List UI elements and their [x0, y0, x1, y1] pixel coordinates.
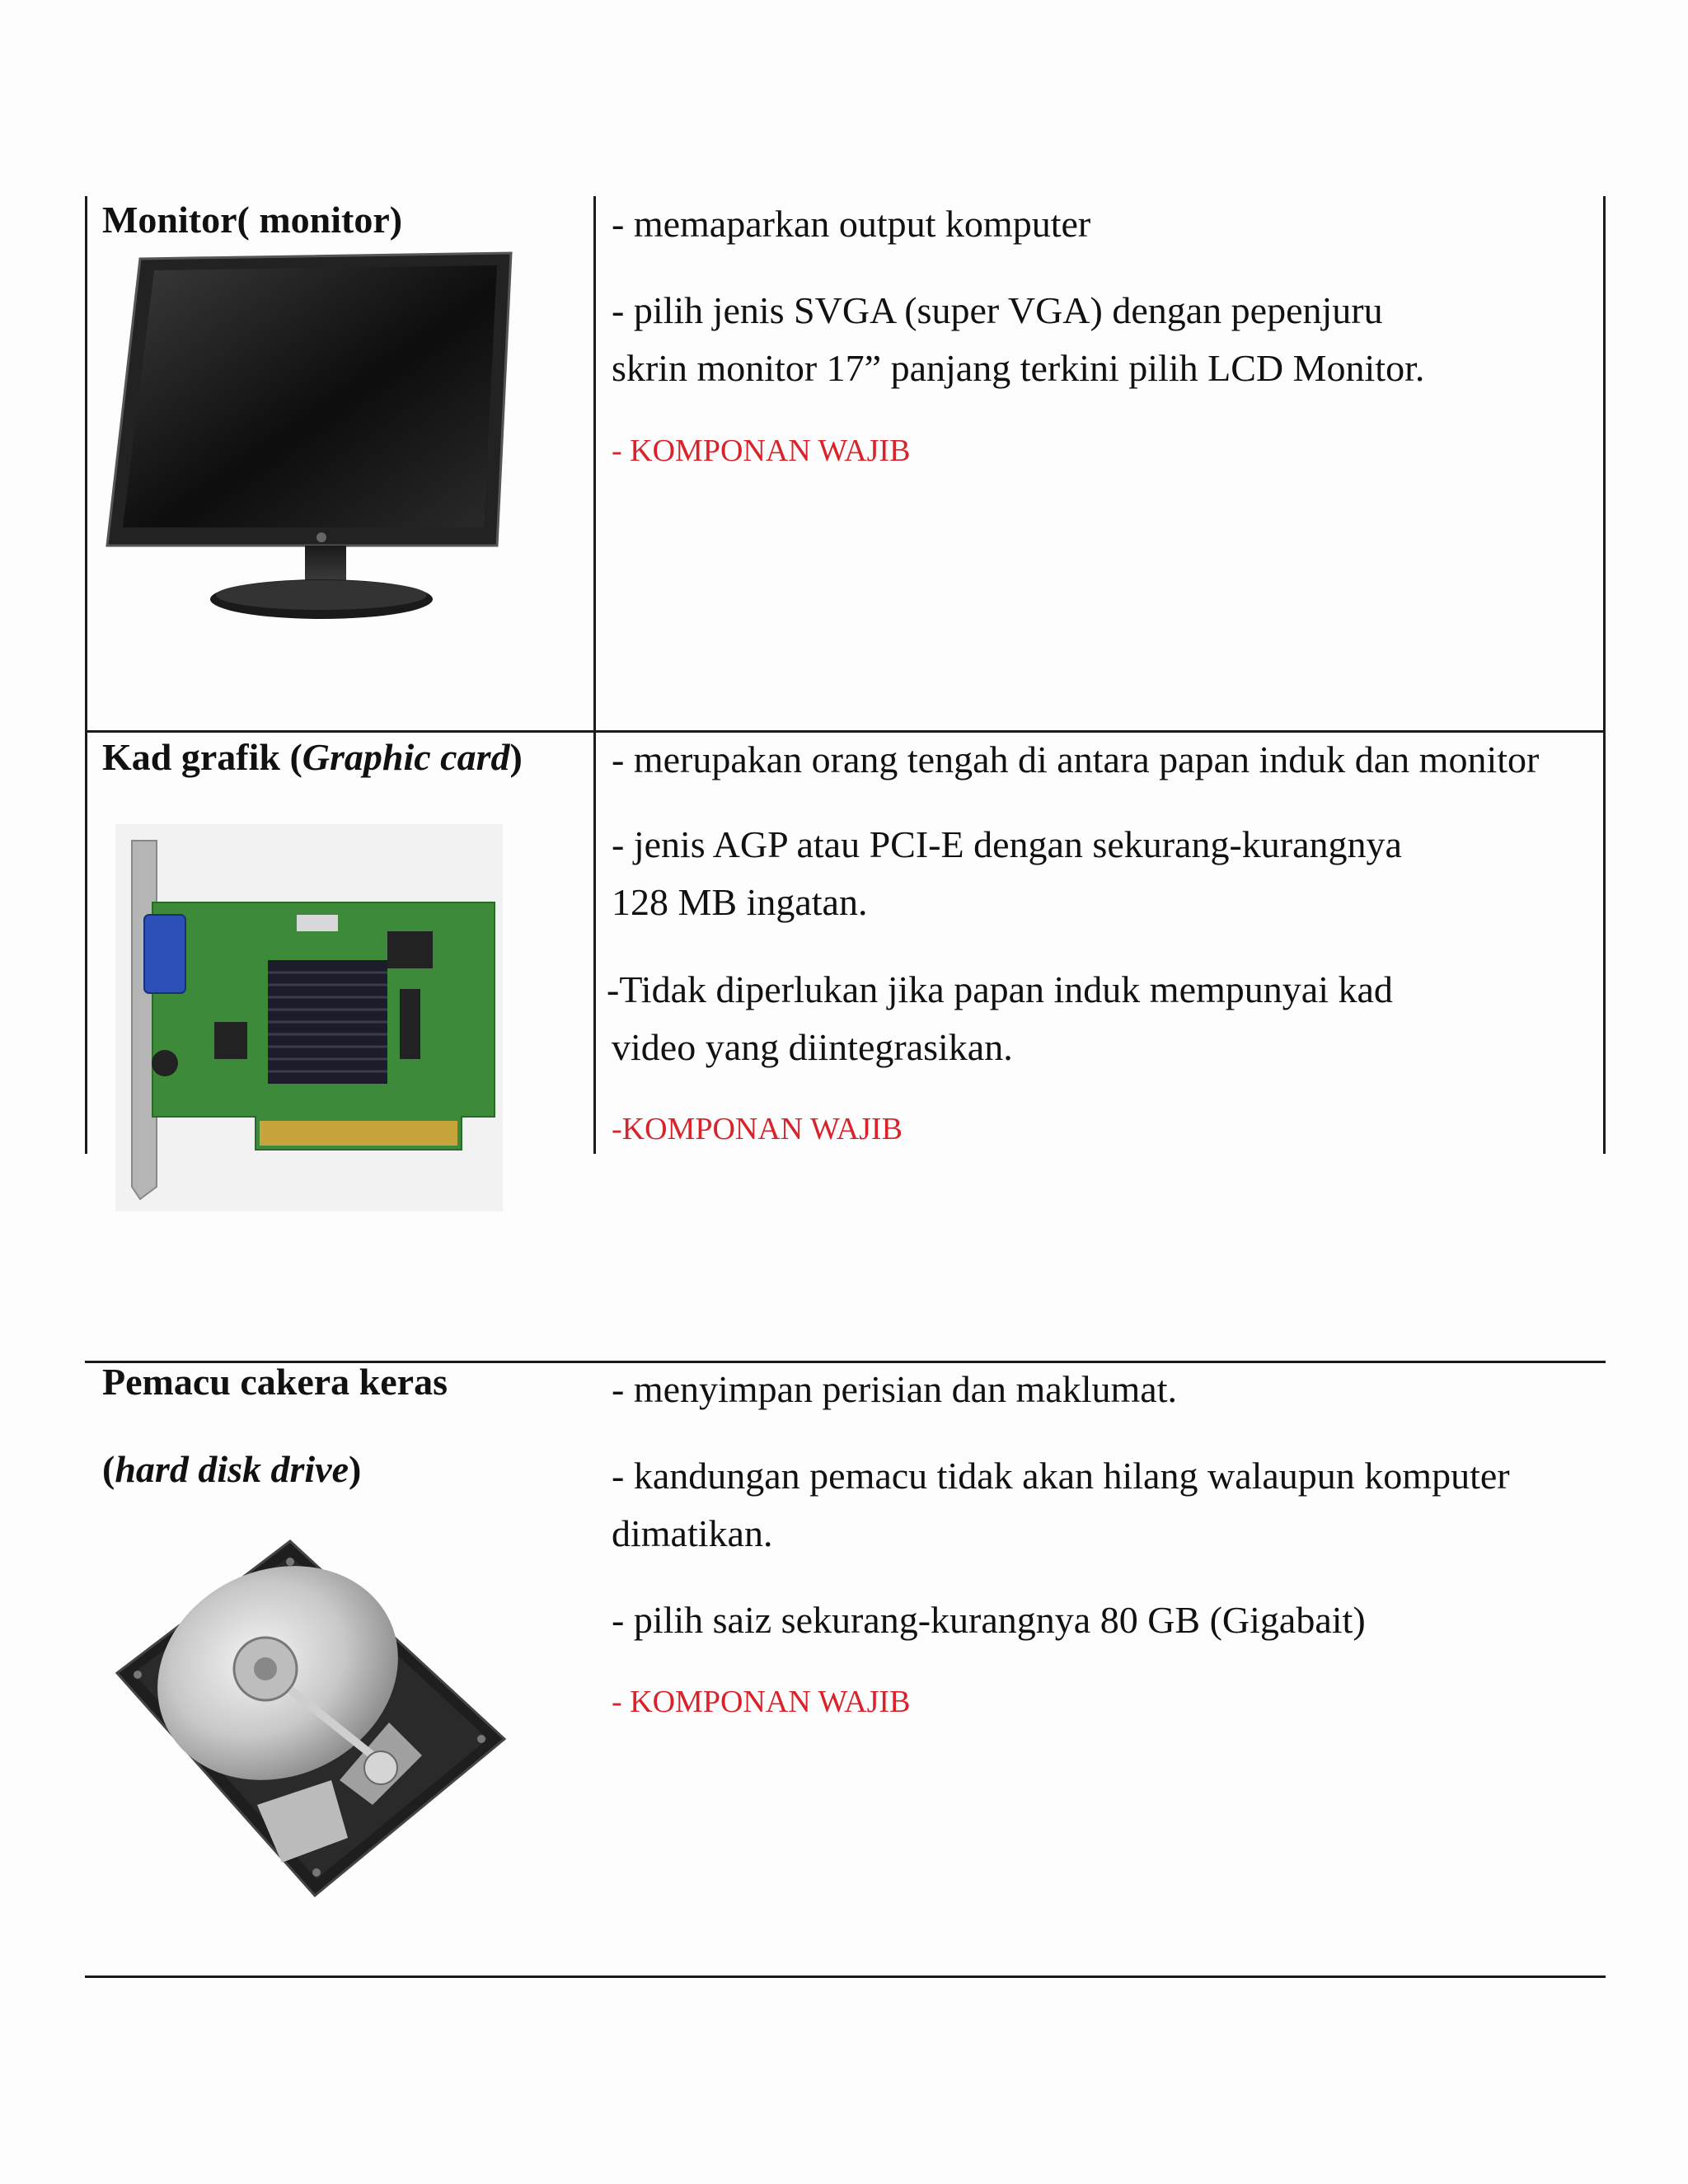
- graphics-card-icon: [115, 824, 503, 1212]
- graphic-card-desc-3: 128 MB ingatan.: [612, 881, 868, 923]
- table-border-left: [85, 196, 87, 1154]
- hard-disk-desc-4: - pilih saiz sekurang-kurangnya 80 GB (Gigabait): [612, 1599, 1366, 1641]
- hard-disk-close-paren: ): [349, 1448, 362, 1490]
- hard-disk-icon: [101, 1533, 513, 1920]
- graphic-card-desc-5: video yang diintegrasikan.: [612, 1026, 1013, 1068]
- graphic-card-required-tag: -KOMPONAN WAJIB: [612, 1112, 903, 1146]
- table-border-bottom: [85, 1975, 1606, 1978]
- monitor-required-tag: - KOMPONAN WAJIB: [612, 434, 911, 468]
- hard-disk-desc-2: - kandungan pemacu tidak akan hilang walaupun komputer: [612, 1455, 1510, 1497]
- monitor-desc-2: - pilih jenis SVGA (super VGA) dengan pepenjuru: [612, 289, 1383, 331]
- hard-disk-desc-1: - menyimpan perisian dan maklumat.: [612, 1368, 1177, 1410]
- graphic-card-title-italic: Graphic card: [302, 736, 510, 778]
- hard-disk-desc-3: dimatikan.: [612, 1512, 773, 1554]
- monitor-desc-3: skrin monitor 17” panjang terkini pilih LCD Monitor.: [612, 347, 1425, 389]
- table-border-right: [1603, 196, 1606, 1154]
- table-border-middle: [593, 196, 596, 1154]
- graphic-card-desc-1: - merupakan orang tengah di antara papan induk dan monitor: [612, 738, 1540, 780]
- row-title-graphic-card: [102, 735, 523, 779]
- lcd-monitor-icon: [103, 249, 515, 628]
- graphic-card-desc-2: - jenis AGP atau PCI-E dengan sekurang-kurangnya: [612, 823, 1402, 865]
- row-title-hard-disk: Pemacu cakera keras: [102, 1361, 448, 1403]
- hard-disk-title-italic: hard disk drive: [115, 1448, 349, 1490]
- row-title-monitor: Monitor( monitor): [102, 199, 403, 241]
- hard-disk-open-paren: (: [102, 1448, 115, 1490]
- graphic-card-title-end: ): [509, 736, 523, 778]
- hard-disk-required-tag: - KOMPONAN WAJIB: [612, 1685, 911, 1719]
- graphic-card-title-main: Kad grafik (: [102, 736, 302, 778]
- row-title-hard-disk-en: [102, 1447, 361, 1491]
- monitor-desc-1: - memaparkan output komputer: [612, 203, 1091, 245]
- graphic-card-desc-4: -Tidak diperlukan jika papan induk mempunyai kad: [607, 968, 1393, 1010]
